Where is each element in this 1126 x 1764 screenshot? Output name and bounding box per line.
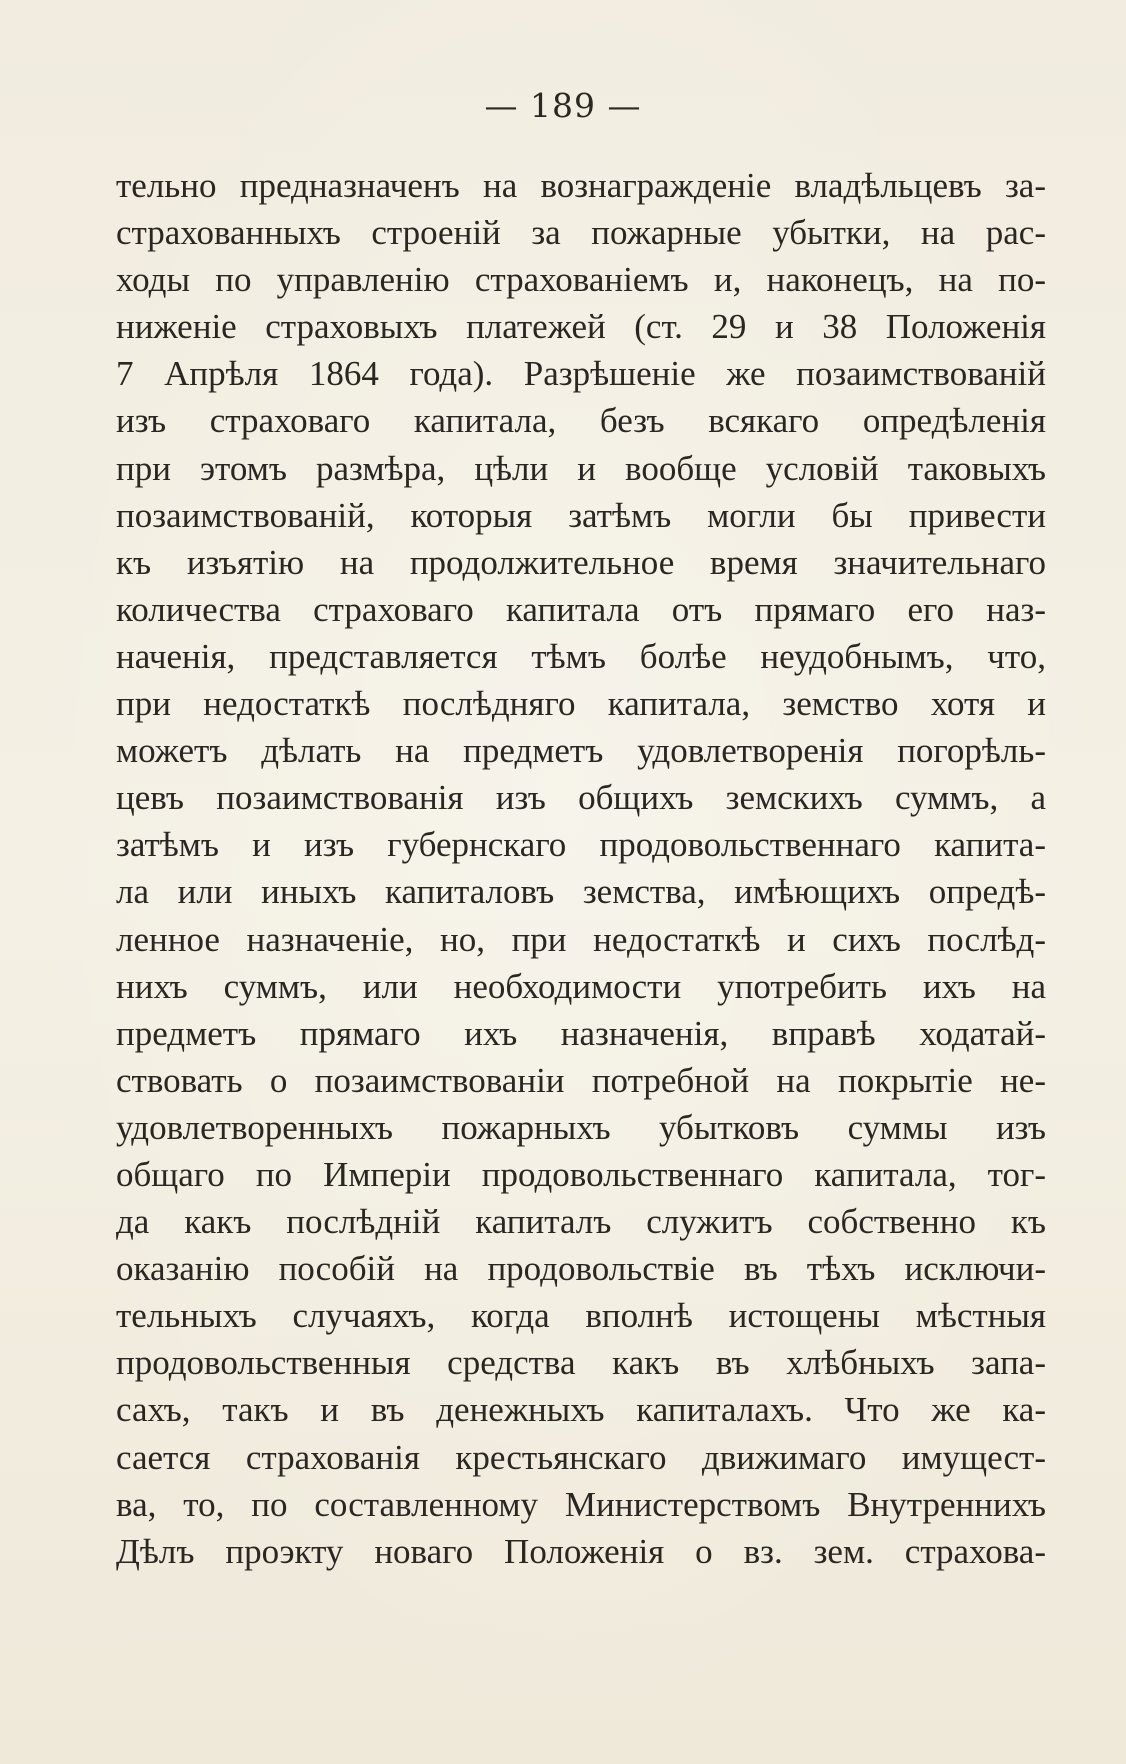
page-number: — 189 —	[484, 86, 642, 125]
text-line: при этомъ размѣра, цѣли и вообще условій таковыхъ	[116, 448, 1046, 488]
text-line: сается страхованія крестьянскаго движимаго имущест-	[116, 1437, 1046, 1477]
text-line: сахъ, такъ и въ денежныхъ капиталахъ. Что же ка-	[116, 1390, 1046, 1430]
text-line: удовлетворенныхъ пожарныхъ убытковъ суммы изъ	[116, 1107, 1046, 1147]
text-line: количества страховаго капитала отъ прямаго его наз-	[116, 589, 1046, 629]
text-line: 7 Апрѣля 1864 года). Разрѣшеніе же позаимствованій	[116, 354, 1046, 394]
text-line: нихъ суммъ, или необходимости употребить ихъ на	[116, 966, 1046, 1006]
text-line: можетъ дѣлать на предметъ удовлетворенія погорѣль-	[116, 731, 1046, 771]
text-line: ствовать о позаимствованіи потребной на покрытіе не-	[116, 1060, 1046, 1100]
text-line: наченія, представляется тѣмъ болѣе неудобнымъ, что,	[116, 636, 1046, 676]
text-line: къ изъятію на продолжительное время значительнаго	[116, 542, 1046, 582]
body-text	[116, 162, 1046, 1575]
text-line: ходы по управленію страхованіемъ и, наконецъ, на по-	[116, 260, 1046, 300]
text-line: предметъ прямаго ихъ назначенія, вправѣ ходатай-	[116, 1013, 1046, 1053]
text-line: при недостаткѣ послѣдняго капитала, земство хотя и	[116, 684, 1046, 724]
text-line: цевъ позаимствованія изъ общихъ земскихъ суммъ, а	[116, 778, 1046, 818]
text-line: позаимствованій, которыя затѣмъ могли бы привести	[116, 495, 1046, 535]
text-line: страхованныхъ строеній за пожарные убытки, на рас-	[116, 213, 1046, 253]
text-line: затѣмъ и изъ губернскаго продовольственнаго капита-	[116, 825, 1046, 865]
text-line: Дѣлъ проэкту новаго Положенія о вз. зем. страхова-	[116, 1531, 1046, 1571]
text-line: тельныхъ случаяхъ, когда вполнѣ истощены мѣстныя	[116, 1296, 1046, 1336]
text-line: ниженіе страховыхъ платежей (ст. 29 и 38 Положенія	[116, 307, 1046, 347]
text-line: тельно предназначенъ на вознагражденіе владѣльцевъ за-	[116, 166, 1046, 205]
text-line: ла или иныхъ капиталовъ земства, имѣющихъ опредѣ-	[116, 872, 1046, 912]
text-line: продовольственныя средства какъ въ хлѣбныхъ запа-	[116, 1343, 1046, 1383]
text-line: общаго по Имперіи продовольственнаго капитала, тог-	[116, 1154, 1046, 1194]
text-line: оказанію пособій на продовольствіе въ тѣхъ исключи-	[116, 1249, 1046, 1289]
text-line: изъ страховаго капитала, безъ всякаго опредѣленія	[116, 401, 1046, 441]
text-line: ва, то, по составленному Министерствомъ Внутреннихъ	[116, 1484, 1046, 1524]
text-line: ленное назначеніе, но, при недостаткѣ и сихъ послѣд-	[116, 919, 1046, 959]
text-line: да какъ послѣдній капиталъ служитъ собственно къ	[116, 1202, 1046, 1242]
